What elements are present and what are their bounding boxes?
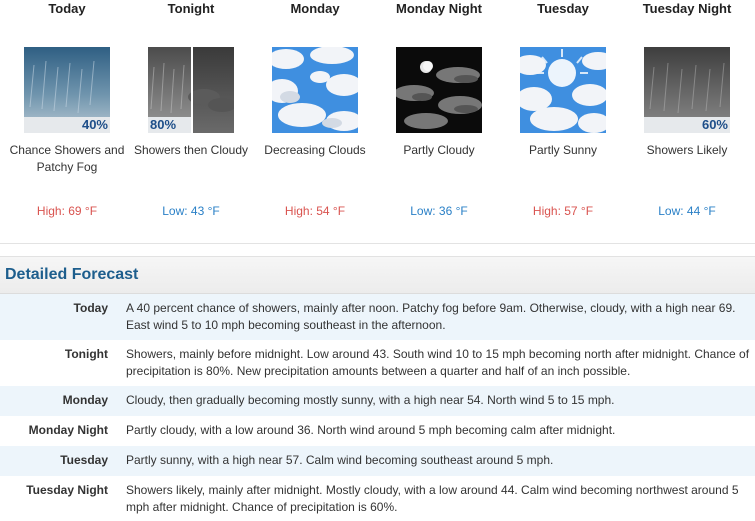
detailed-row-text: A 40 percent chance of showers, mainly after noon. Patchy fog before 9am. Otherwise, cloudy, with a high near 69. East wind 5 to 10 mph becoming southeast in the afternoon. xyxy=(126,301,736,332)
forecast-period-today[interactable] xyxy=(5,0,129,218)
detailed-row-label: Monday xyxy=(62,393,108,407)
period-short-forecast: Partly Cloudy xyxy=(403,143,475,157)
detailed-row-text: Partly sunny, with a high near 57. Calm wind becoming southeast around 5 mph. xyxy=(126,453,554,467)
rain-fog-icon[interactable] xyxy=(24,47,110,133)
period-short-forecast: Showers Likely xyxy=(646,143,728,157)
detailed-row-today xyxy=(0,294,755,340)
period-temperature: Low: 36 °F xyxy=(410,204,468,218)
detailed-row-label: Monday Night xyxy=(28,423,108,437)
forecast-period-tuesday-night[interactable] xyxy=(625,0,749,218)
period-temperature: High: 69 °F xyxy=(36,204,98,218)
detailed-row-text: Cloudy, then gradually becoming mostly sunny, with a high near 54. North wind 5 to 15 mph. xyxy=(126,393,615,407)
period-short-forecast: Decreasing Clouds xyxy=(264,143,366,157)
detailed-row-monday xyxy=(0,386,755,416)
period-temperature: Low: 43 °F xyxy=(162,204,220,218)
precip-chance: 80% xyxy=(150,117,177,132)
period-name: Today xyxy=(48,1,86,16)
partly-cloudy-night-icon[interactable] xyxy=(396,47,482,133)
precip-chance: 40% xyxy=(81,117,108,132)
detailed-forecast-header xyxy=(0,256,755,294)
detailed-row-label: Tonight xyxy=(64,347,108,361)
seven-day-forecast xyxy=(0,0,755,244)
forecast-period-monday-night[interactable] xyxy=(377,0,501,218)
decreasing-clouds-icon[interactable] xyxy=(272,47,358,133)
detailed-row-text: Partly cloudy, with a low around 36. North wind around 5 mph becoming calm after midnight. xyxy=(126,423,616,437)
detailed-row-text: Showers likely, mainly after midnight. Mostly cloudy, with a low around 44. Calm wind becoming northwest around 5 mph after midnight. Chance of precipitation is 60%. xyxy=(126,483,739,514)
detailed-row-label: Tuesday Night xyxy=(26,483,108,497)
period-name: Tuesday Night xyxy=(642,1,732,16)
period-name: Tonight xyxy=(167,1,215,16)
period-short-forecast: Showers then Cloudy xyxy=(133,143,249,157)
forecast-period-tonight[interactable] xyxy=(129,0,253,218)
detailed-row-tuesday xyxy=(0,446,755,476)
precip-chance: 60% xyxy=(701,117,728,132)
partly-sunny-icon[interactable] xyxy=(520,47,606,133)
detailed-row-tonight xyxy=(0,340,755,386)
forecast-period-monday[interactable] xyxy=(253,0,377,218)
period-name: Tuesday xyxy=(537,1,589,16)
period-name: Monday Night xyxy=(396,1,482,16)
period-temperature: High: 54 °F xyxy=(284,204,346,218)
detailed-row-tuesday-night xyxy=(0,476,755,521)
detailed-row-label: Tuesday xyxy=(60,453,108,467)
detailed-forecast-title: Detailed Forecast xyxy=(5,266,139,283)
section-divider xyxy=(0,243,755,244)
period-short-forecast: Partly Sunny xyxy=(528,143,598,157)
period-temperature: Low: 44 °F xyxy=(658,204,716,218)
showers-cloudy-icon[interactable] xyxy=(148,47,234,133)
period-name: Monday xyxy=(290,1,340,16)
showers-likely-icon[interactable] xyxy=(644,47,730,133)
period-temperature: High: 57 °F xyxy=(532,204,594,218)
forecast-period-tuesday[interactable] xyxy=(501,0,625,218)
period-short-forecast: Chance Showers and Patchy Fog xyxy=(9,143,125,174)
detailed-row-label: Today xyxy=(73,301,108,315)
detailed-row-monday-night xyxy=(0,416,755,446)
detailed-row-text: Showers, mainly before midnight. Low around 43. South wind 10 to 15 mph becoming north after midnight. Chance of precipitation is 80%. New precipitation amounts between a quarter and half of an inch possible. xyxy=(126,347,750,378)
